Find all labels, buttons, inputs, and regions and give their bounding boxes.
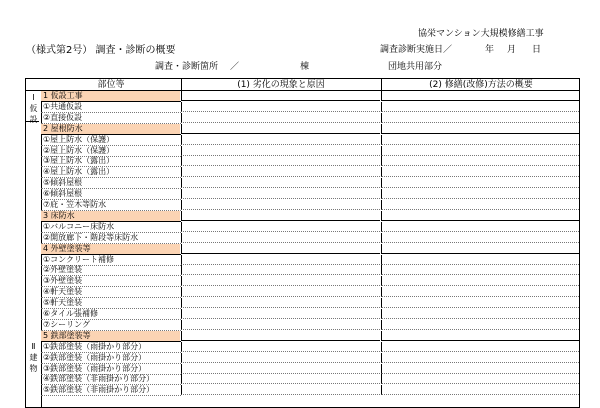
deterioration-cell[interactable]: [181, 244, 380, 254]
table-row: [41, 276, 580, 286]
table-row: [41, 222, 580, 232]
section-1-numeral: Ⅰ: [32, 93, 35, 102]
deterioration-cell[interactable]: [181, 167, 380, 177]
category-row: [41, 244, 580, 254]
table-row: [41, 146, 580, 156]
year-label: 年: [485, 45, 495, 55]
deterioration-cell[interactable]: [181, 364, 380, 374]
item-label: ②外壁塗装: [43, 265, 83, 275]
item-label: ③屋上防水（露出）: [43, 156, 115, 166]
table-row: [41, 364, 580, 374]
deterioration-cell[interactable]: [181, 124, 380, 134]
repair-method-cell[interactable]: [381, 113, 580, 123]
table-row: [41, 156, 580, 166]
table-row: [41, 309, 580, 319]
item-label: ①共通仮設: [43, 101, 83, 111]
deterioration-cell[interactable]: [181, 189, 380, 199]
category-row: [41, 331, 580, 341]
item-label: ①鉄部塗装（雨掛かり部分）: [43, 341, 147, 351]
deterioration-cell[interactable]: [181, 102, 380, 112]
deterioration-cell[interactable]: [181, 342, 380, 352]
repair-method-cell[interactable]: [381, 124, 580, 134]
item-label: ⑦庇・笠木等防水: [43, 200, 107, 209]
category-row: [41, 124, 580, 134]
table-row: [41, 320, 580, 330]
item-label: ⑤軒天塗装: [43, 298, 83, 308]
section-1-char-1: 仮: [29, 104, 38, 113]
repair-method-cell[interactable]: [381, 222, 580, 232]
section-2-numeral: Ⅱ: [31, 342, 36, 351]
item-label: ③鉄部塗装（雨掛かり部分）: [43, 363, 147, 373]
item-label: ①コンクリート補修: [43, 254, 115, 264]
repair-method-cell[interactable]: [381, 102, 580, 112]
item-label: ④鉄部塗装（非雨掛かり部分）: [43, 374, 155, 384]
category-label: 4 外壁塗装等: [41, 244, 180, 254]
deterioration-cell[interactable]: [181, 233, 380, 243]
repair-method-cell[interactable]: [381, 200, 580, 210]
repair-method-cell[interactable]: [381, 309, 580, 319]
section-2-char-1: 建: [29, 353, 38, 362]
deterioration-cell[interactable]: [181, 255, 380, 265]
deterioration-cell[interactable]: [181, 276, 380, 286]
building-label: 棟: [300, 62, 310, 72]
section-2-label: [27, 341, 40, 374]
header-divider-1: [181, 79, 182, 91]
header-divider-2: [381, 79, 382, 91]
item-label: ①屋上防水（保護）: [43, 134, 115, 144]
form-title: （様式第2号） 調査・診断の概要: [26, 45, 176, 56]
repair-method-cell[interactable]: [381, 385, 580, 395]
repair-method-cell[interactable]: [381, 364, 580, 374]
category-label: 5 鉄部塗装等: [41, 331, 180, 341]
item-label: ⑤鉄部塗装（非雨掛かり部分）: [43, 385, 155, 395]
repair-method-cell[interactable]: [381, 178, 580, 188]
survey-date-label: 調査診断実施日／: [380, 45, 453, 55]
table-row: [41, 102, 580, 112]
deterioration-cell[interactable]: [181, 222, 380, 232]
deterioration-cell[interactable]: [181, 113, 380, 123]
repair-method-cell[interactable]: [381, 189, 580, 199]
item-label: ②直接仮設: [43, 112, 83, 122]
repair-method-cell[interactable]: [381, 265, 580, 275]
table-row: [41, 385, 580, 395]
repair-method-cell[interactable]: [381, 233, 580, 243]
col-header-part: 部位等: [97, 80, 125, 90]
month-label: 月: [507, 45, 517, 55]
repair-method-cell[interactable]: [381, 276, 580, 286]
section-1-char-2: 設: [29, 115, 38, 124]
deterioration-cell[interactable]: [181, 353, 380, 363]
table-row: [41, 113, 580, 123]
table-row: [41, 374, 580, 384]
item-label: ⑥タイル張補修: [43, 309, 99, 318]
item-label: ②鉄部塗装（雨掛かり部分）: [43, 352, 147, 362]
day-label: 日: [532, 45, 542, 55]
deterioration-cell[interactable]: [181, 146, 380, 156]
item-label: ④屋上防水（露出）: [43, 167, 115, 177]
table-row: [41, 167, 580, 177]
category-label: 1 仮設工事: [41, 91, 180, 101]
repair-method-cell[interactable]: [381, 255, 580, 265]
table-row: [41, 135, 580, 145]
common-area-label: 団地共用部分: [388, 62, 443, 72]
item-label: ②屋上防水（保護）: [43, 145, 115, 155]
repair-method-cell[interactable]: [381, 374, 580, 384]
survey-table: [25, 78, 580, 408]
item-label: ①バルコニー床防水: [43, 221, 115, 231]
category-row: [41, 211, 580, 221]
place-separator: ／: [230, 62, 240, 72]
repair-method-cell[interactable]: [381, 211, 580, 221]
deterioration-cell[interactable]: [181, 309, 380, 319]
survey-place-label: 調査・診断箇所: [155, 62, 219, 72]
repair-method-cell[interactable]: [381, 244, 580, 254]
item-label: ③外壁塗装: [43, 276, 83, 286]
deterioration-cell[interactable]: [181, 178, 380, 188]
deterioration-cell[interactable]: [181, 211, 380, 221]
table-row: [41, 298, 580, 308]
item-label: ②開放廊下・階段等床防水: [43, 232, 139, 242]
table-row: [41, 255, 580, 265]
section-2-char-2: 物: [29, 364, 38, 373]
repair-method-cell[interactable]: [381, 146, 580, 156]
category-label: 2 屋根防水: [41, 124, 180, 134]
table-row: [41, 342, 580, 352]
company-title: 協栄マンション大規模修繕工事: [418, 29, 544, 39]
repair-method-cell[interactable]: [381, 156, 580, 166]
deterioration-cell[interactable]: [181, 385, 380, 395]
table-row: [41, 200, 580, 210]
repair-method-cell[interactable]: [381, 331, 580, 341]
repair-method-cell[interactable]: [381, 342, 580, 352]
row-divider: [41, 395, 181, 396]
deterioration-cell[interactable]: [181, 331, 380, 341]
item-label: ⑦シーリング: [43, 319, 91, 329]
deterioration-cell[interactable]: [181, 265, 380, 275]
repair-method-cell[interactable]: [381, 167, 580, 177]
deterioration-cell[interactable]: [181, 156, 380, 166]
deterioration-cell[interactable]: [181, 374, 380, 384]
table-row: [41, 178, 580, 188]
repair-method-cell[interactable]: [381, 353, 580, 363]
table-row: [41, 353, 580, 363]
table-row: [41, 189, 580, 199]
repair-method-cell[interactable]: [381, 320, 580, 330]
deterioration-cell[interactable]: [181, 135, 380, 145]
item-label: ④軒天塗装: [43, 287, 83, 297]
item-label: ⑤傾斜屋根: [43, 178, 83, 188]
category-label: 3 床防水: [41, 211, 180, 221]
col-header-repair-method: (2) 修繕(改修)方法の概要: [429, 80, 533, 90]
deterioration-cell[interactable]: [181, 91, 380, 101]
repair-method-cell[interactable]: [381, 91, 580, 101]
deterioration-cell[interactable]: [181, 320, 380, 330]
item-label: ⑥傾斜屋根: [43, 189, 83, 199]
repair-method-cell[interactable]: [381, 135, 580, 145]
repair-method-cell[interactable]: [381, 298, 580, 308]
category-row: [41, 91, 580, 101]
repair-method-cell[interactable]: [381, 287, 580, 297]
table-row: [41, 233, 580, 243]
table-row: [41, 287, 580, 297]
table-row: [41, 265, 580, 275]
section-1-label: [27, 92, 40, 125]
deterioration-cell[interactable]: [181, 287, 380, 297]
col-header-deterioration: (1) 劣化の現象と原因: [237, 80, 325, 90]
deterioration-cell[interactable]: [181, 200, 380, 210]
deterioration-cell[interactable]: [181, 298, 380, 308]
